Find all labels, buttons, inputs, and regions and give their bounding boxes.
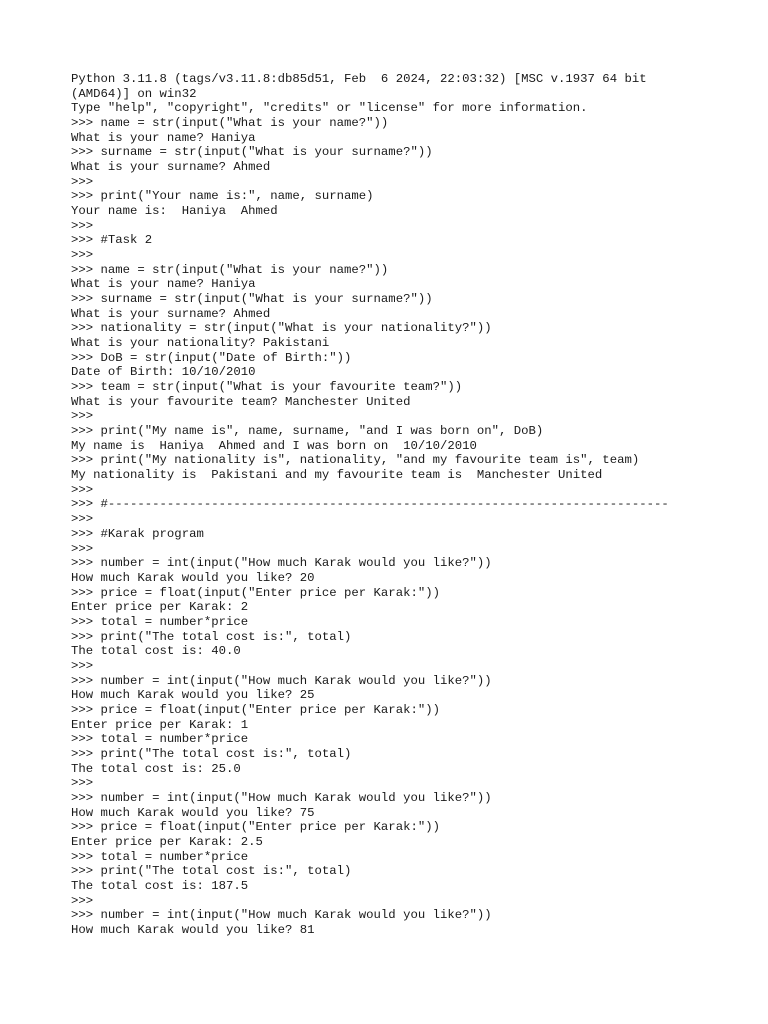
shell-input-line: >>> print("My name is", name, surname, "and I was born on", DoB)	[71, 424, 544, 439]
shell-output-line: What is your surname? Ahmed	[71, 160, 271, 175]
shell-output-line: My name is Haniya Ahmed and I was born on 10/10/2010	[71, 438, 477, 453]
shell-input-line: >>>	[71, 541, 94, 556]
shell-input-line: >>> total = number*price	[71, 849, 249, 864]
shell-output-line: What is your surname? Ahmed	[71, 306, 271, 321]
shell-input-line: >>> surname = str(input("What is your surname?"))	[71, 292, 433, 307]
shell-input-line: >>>	[71, 658, 94, 673]
shell-output-line: My nationality is Pakistani and my favourite team is Manchester United	[71, 468, 603, 483]
shell-input-line: >>> #----------------------------------------------------------------------------	[71, 497, 669, 512]
shell-input-line: >>> total = number*price	[71, 732, 249, 747]
shell-input-line: >>> price = float(input("Enter price per Karak:"))	[71, 820, 440, 835]
shell-output-line: How much Karak would you like? 20	[71, 570, 315, 585]
shell-input-line: >>> team = str(input("What is your favourite team?"))	[71, 380, 463, 395]
shell-input-line: >>> price = float(input("Enter price per Karak:"))	[71, 585, 440, 600]
shell-input-line: >>> number = int(input("How much Karak would you like?"))	[71, 673, 492, 688]
shell-output-line: The total cost is: 40.0	[71, 644, 241, 659]
shell-output-line: The total cost is: 25.0	[71, 761, 241, 776]
shell-input-line: >>>	[71, 174, 94, 189]
shell-output-line: How much Karak would you like? 75	[71, 805, 315, 820]
shell-output-line: How much Karak would you like? 25	[71, 688, 315, 703]
shell-output-line: How much Karak would you like? 81	[71, 922, 315, 937]
shell-input-line: >>> #Task 2	[71, 233, 153, 248]
shell-input-line: >>> name = str(input("What is your name?"))	[71, 116, 389, 131]
shell-output-line: What is your name? Haniya	[71, 130, 256, 145]
shell-input-line: >>> print("Your name is:", name, surname)	[71, 189, 374, 204]
shell-output-line: Enter price per Karak: 1	[71, 717, 249, 732]
shell-output-line: (AMD64)] on win32	[71, 86, 197, 101]
shell-input-line: >>>	[71, 409, 94, 424]
shell-output-line: Date of Birth: 10/10/2010	[71, 365, 256, 380]
shell-output-line: Your name is: Haniya Ahmed	[71, 204, 278, 219]
shell-input-line: >>> name = str(input("What is your name?"))	[71, 262, 389, 277]
shell-output-line: What is your nationality? Pakistani	[71, 336, 330, 351]
shell-output-line: Type "help", "copyright", "credits" or "license" for more information.	[71, 101, 588, 116]
shell-output-line: What is your favourite team? Manchester United	[71, 394, 411, 409]
shell-input-line: >>> number = int(input("How much Karak would you like?"))	[71, 908, 492, 923]
shell-input-line: >>> print("The total cost is:", total)	[71, 746, 352, 761]
shell-input-line: >>> #Karak program	[71, 526, 204, 541]
shell-output-line: Python 3.11.8 (tags/v3.11.8:db85d51, Feb 6 2024, 22:03:32) [MSC v.1937 64 bit	[71, 72, 647, 86]
shell-input-line: >>> number = int(input("How much Karak would you like?"))	[71, 556, 492, 571]
python-shell-transcript[interactable]	[71, 72, 751, 938]
shell-input-line: >>>	[71, 893, 94, 908]
shell-input-line: >>> print("My nationality is", nationality, "and my favourite team is", team)	[71, 453, 640, 468]
shell-input-line: >>>	[71, 248, 94, 263]
shell-input-line: >>> print("The total cost is:", total)	[71, 629, 352, 644]
shell-input-line: >>>	[71, 512, 94, 527]
shell-input-line: >>> number = int(input("How much Karak would you like?"))	[71, 790, 492, 805]
shell-input-line: >>>	[71, 482, 94, 497]
shell-input-line: >>>	[71, 776, 94, 791]
shell-input-line: >>> print("The total cost is:", total)	[71, 864, 352, 879]
shell-input-line: >>> surname = str(input("What is your surname?"))	[71, 145, 433, 160]
shell-input-line: >>> DoB = str(input("Date of Birth:"))	[71, 350, 352, 365]
shell-output-line: The total cost is: 187.5	[71, 878, 249, 893]
shell-input-line: >>> total = number*price	[71, 614, 249, 629]
shell-input-line: >>> nationality = str(input("What is your nationality?"))	[71, 321, 492, 336]
shell-output-line: Enter price per Karak: 2.5	[71, 834, 263, 849]
shell-input-line: >>> price = float(input("Enter price per Karak:"))	[71, 702, 440, 717]
shell-input-line: >>>	[71, 218, 94, 233]
shell-output-line: What is your name? Haniya	[71, 277, 256, 292]
shell-output-line: Enter price per Karak: 2	[71, 600, 249, 615]
